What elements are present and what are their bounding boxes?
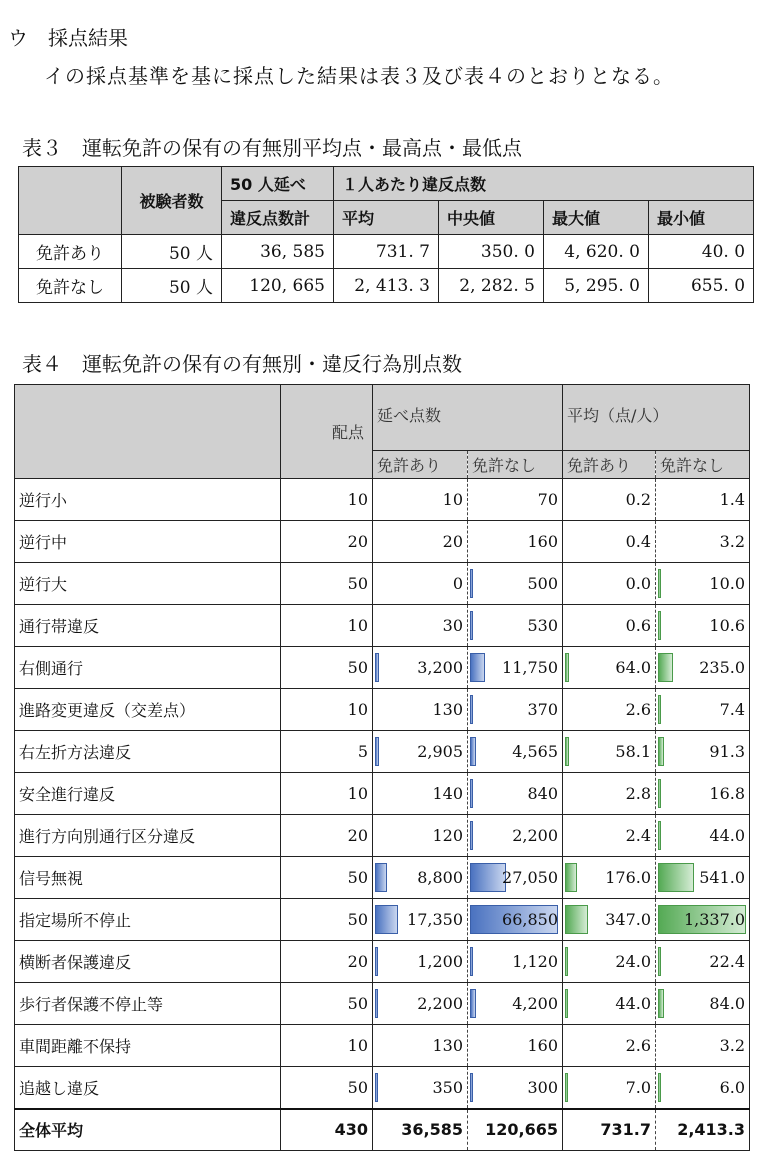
- cell-points: 50: [281, 857, 373, 899]
- cell-value: 2.4: [625, 826, 652, 845]
- cell-value: 176.0: [605, 868, 652, 887]
- table4-header-total-with: 免許あり: [373, 451, 468, 479]
- cell-value: 541.0: [699, 868, 746, 887]
- cell-total-with: [373, 689, 468, 731]
- data-bar: [565, 653, 569, 682]
- cell-value: 2,200: [417, 994, 463, 1013]
- cell-median: 350. 0: [439, 235, 544, 269]
- table3: [18, 166, 754, 303]
- cell-avg-with: [563, 1025, 656, 1067]
- table-row: [15, 899, 750, 941]
- cell-total-with: [373, 479, 468, 521]
- cell-value: 530: [527, 616, 559, 635]
- cell-avg-without: [656, 773, 750, 815]
- data-bar: [375, 905, 398, 934]
- cell-points: 20: [281, 941, 373, 983]
- data-bar: [658, 653, 673, 682]
- data-bar: [470, 863, 506, 892]
- cell-value: 350: [432, 1077, 463, 1097]
- cell-total-without: [468, 899, 563, 941]
- total-without: 120,665: [468, 1109, 563, 1151]
- cell-value: 130: [432, 1036, 463, 1055]
- cell-value: 2.8: [625, 784, 652, 803]
- cell-value: 64.0: [615, 658, 652, 677]
- cell-total-with: [373, 857, 468, 899]
- cell-avg-without: [656, 1025, 750, 1067]
- data-bar: [375, 947, 378, 976]
- cell-total-without: [468, 689, 563, 731]
- table-row: [15, 689, 750, 731]
- data-bar: [470, 611, 473, 640]
- total-points: 430: [281, 1109, 373, 1151]
- table4-caption: 表４ 運転免許の保有の有無別・違反行為別点数: [22, 352, 462, 376]
- row-label: 免許あり: [19, 235, 122, 269]
- cell-avg-without: [656, 689, 750, 731]
- data-bar: [470, 1073, 473, 1102]
- cell-total-with: [373, 647, 468, 689]
- cell-value: 1.4: [719, 490, 746, 509]
- table-row: [15, 1025, 750, 1067]
- cell-avg: 731. 7: [334, 235, 439, 269]
- cell-value: 7.4: [719, 700, 746, 719]
- row-label: 逆行小: [15, 479, 281, 521]
- row-label: 通行帯違反: [15, 605, 281, 647]
- row-label: 免許なし: [19, 269, 122, 303]
- cell-avg-with: [563, 479, 656, 521]
- cell-value: 2,200: [512, 826, 559, 845]
- data-bar: [658, 569, 661, 598]
- data-bar: [658, 947, 661, 976]
- cell-value: 4,565: [512, 742, 559, 761]
- cell-total-with: [373, 1067, 468, 1109]
- cell-subjects: 50 人: [122, 235, 222, 269]
- row-label: 進行方向別通行区分違反: [15, 815, 281, 857]
- cell-avg-without: [656, 479, 750, 521]
- data-bar: [375, 653, 379, 682]
- cell-avg-with: [563, 521, 656, 563]
- cell-value: 7.0: [625, 1077, 652, 1097]
- table3-header-median: 中央値: [439, 201, 544, 235]
- cell-value: 235.0: [699, 658, 746, 677]
- table-row: [19, 235, 754, 269]
- cell-value: 44.0: [709, 826, 746, 845]
- cell-avg-with: [563, 1067, 656, 1109]
- cell-value: 1,120: [512, 952, 559, 971]
- cell-value: 3.2: [719, 1036, 746, 1055]
- cell-value: 1,337.0: [683, 910, 746, 929]
- cell-points: 50: [281, 983, 373, 1025]
- table-row: [15, 983, 750, 1025]
- data-bar: [565, 1073, 568, 1102]
- cell-total-without: [468, 773, 563, 815]
- cell-total-with: [373, 1025, 468, 1067]
- cell-value: 370: [527, 700, 559, 719]
- cell-avg-without: [656, 563, 750, 605]
- data-bar: [658, 779, 661, 808]
- cell-total-without: [468, 983, 563, 1025]
- data-bar: [470, 821, 473, 850]
- cell-points: 10: [281, 605, 373, 647]
- cell-avg-without: [656, 647, 750, 689]
- data-bar: [565, 905, 588, 934]
- cell-total-without: [468, 815, 563, 857]
- cell-total-without: [468, 731, 563, 773]
- cell-value: 140: [432, 784, 463, 803]
- cell-value: 10: [442, 490, 463, 509]
- table3-caption: 表３ 運転免許の保有の有無別平均点・最高点・最低点: [22, 136, 522, 160]
- cell-value: 2.6: [625, 700, 652, 719]
- row-label: 逆行大: [15, 563, 281, 605]
- data-bar: [565, 863, 577, 892]
- cell-points: 50: [281, 899, 373, 941]
- cell-value: 500: [527, 574, 559, 593]
- cell-points: 50: [281, 563, 373, 605]
- data-bar: [658, 863, 694, 892]
- cell-points: 10: [281, 1025, 373, 1067]
- cell-value: 3,200: [417, 658, 463, 677]
- table4-header-total-without: 免許なし: [468, 451, 563, 479]
- table-row: [15, 941, 750, 983]
- cell-value: 70: [537, 490, 559, 509]
- cell-value: 16.8: [709, 784, 746, 803]
- table-row: [15, 1067, 750, 1109]
- data-bar: [658, 737, 664, 766]
- data-bar: [470, 695, 473, 724]
- table3-header-max: 最大値: [544, 201, 649, 235]
- table3-header-min: 最小値: [649, 201, 754, 235]
- cell-avg-with: [563, 815, 656, 857]
- cell-value: 120: [432, 826, 463, 845]
- cell-total-with: [373, 983, 468, 1025]
- cell-value: 6.0: [719, 1077, 746, 1097]
- cell-points: 5: [281, 731, 373, 773]
- table4-header-points: 配点: [281, 385, 373, 479]
- table-row: [15, 563, 750, 605]
- table-row: [15, 815, 750, 857]
- cell-total-without: [468, 1067, 563, 1109]
- cell-total-without: [468, 479, 563, 521]
- cell-max: 5, 295. 0: [544, 269, 649, 303]
- cell-total-without: [468, 941, 563, 983]
- row-label: 横断者保護違反: [15, 941, 281, 983]
- table4-corner: [15, 385, 281, 479]
- cell-value: 0.2: [625, 490, 652, 509]
- cell-avg-without: [656, 605, 750, 647]
- cell-total-with: [373, 605, 468, 647]
- total-label: 全体平均: [15, 1109, 281, 1151]
- cell-value: 347.0: [605, 910, 652, 929]
- cell-value: 0: [452, 574, 463, 593]
- data-bar: [470, 779, 473, 808]
- cell-points: 20: [281, 521, 373, 563]
- cell-value: 0.4: [625, 532, 652, 551]
- row-label: 指定場所不停止: [15, 899, 281, 941]
- row-label: 信号無視: [15, 857, 281, 899]
- cell-value: 66,850: [502, 910, 559, 929]
- data-bar: [470, 947, 473, 976]
- cell-avg-without: [656, 815, 750, 857]
- cell-total: 120, 665: [222, 269, 334, 303]
- table4-header-avg-with: 免許あり: [563, 451, 656, 479]
- cell-avg-with: [563, 983, 656, 1025]
- row-label: 安全進行違反: [15, 773, 281, 815]
- cell-avg-with: [563, 941, 656, 983]
- cell-total-without: [468, 647, 563, 689]
- cell-value: 44.0: [615, 994, 652, 1013]
- cell-value: 2,905: [417, 742, 463, 761]
- table4-total-row: [15, 1109, 750, 1151]
- cell-total-with: [373, 773, 468, 815]
- cell-points: 10: [281, 689, 373, 731]
- cell-points: 10: [281, 479, 373, 521]
- cell-value: 300: [527, 1077, 559, 1097]
- data-bar: [375, 737, 379, 766]
- cell-total-with: [373, 941, 468, 983]
- cell-avg: 2, 413. 3: [334, 269, 439, 303]
- table4-header-total: 延べ点数: [373, 385, 563, 451]
- cell-avg-without: [656, 899, 750, 941]
- cell-total-without: [468, 563, 563, 605]
- data-bar: [658, 1073, 661, 1102]
- cell-total: 36, 585: [222, 235, 334, 269]
- row-label: 右側通行: [15, 647, 281, 689]
- cell-value: 10.0: [709, 574, 746, 593]
- cell-value: 11,750: [502, 658, 559, 677]
- table-row: [15, 731, 750, 773]
- table-row: [15, 773, 750, 815]
- table3-header-per-person: １人あたり違反点数: [334, 167, 754, 201]
- data-bar: [658, 611, 661, 640]
- cell-value: 4,200: [512, 994, 559, 1013]
- cell-avg-without: [656, 983, 750, 1025]
- cell-total-without: [468, 605, 563, 647]
- cell-avg-without: [656, 857, 750, 899]
- total-with: 36,585: [373, 1109, 468, 1151]
- table3-header-total-1: 50 人延べ: [222, 167, 334, 201]
- section-heading: ウ 採点結果: [8, 26, 128, 50]
- data-bar: [470, 569, 473, 598]
- cell-avg-without: [656, 731, 750, 773]
- cell-value: 20: [442, 532, 463, 551]
- cell-avg-without: [656, 941, 750, 983]
- cell-value: 91.3: [709, 742, 746, 761]
- table3-corner: [19, 167, 122, 235]
- row-label: 歩行者保護不停止等: [15, 983, 281, 1025]
- cell-value: 30: [442, 616, 463, 635]
- row-label: 逆行中: [15, 521, 281, 563]
- cell-total-with: [373, 815, 468, 857]
- data-bar: [470, 989, 476, 1018]
- table-row: [15, 479, 750, 521]
- intro-text: イの採点基準を基に採点した結果は表３及び表４のとおりとなる。: [44, 64, 674, 88]
- cell-value: 8,800: [417, 868, 463, 887]
- cell-avg-with: [563, 731, 656, 773]
- cell-points: 20: [281, 815, 373, 857]
- cell-avg-without: [656, 521, 750, 563]
- table-row: [15, 605, 750, 647]
- cell-avg-with: [563, 773, 656, 815]
- cell-avg-with: [563, 563, 656, 605]
- row-label: 右左折方法違反: [15, 731, 281, 773]
- cell-value: 10.6: [709, 616, 746, 635]
- cell-value: 22.4: [709, 952, 746, 971]
- cell-value: 58.1: [615, 742, 652, 761]
- cell-value: 1,200: [417, 952, 463, 971]
- cell-points: 10: [281, 773, 373, 815]
- cell-value: 84.0: [709, 994, 746, 1013]
- cell-value: 840: [527, 784, 559, 803]
- data-bar: [470, 737, 476, 766]
- total-avg-with: 731.7: [563, 1109, 656, 1151]
- data-bar: [565, 989, 568, 1018]
- cell-total-without: [468, 1025, 563, 1067]
- cell-avg-with: [563, 899, 656, 941]
- table4-header-avg-without: 免許なし: [656, 451, 750, 479]
- cell-avg-with: [563, 605, 656, 647]
- row-label: 追越し違反: [15, 1067, 281, 1109]
- cell-total-with: [373, 899, 468, 941]
- total-avg-without: 2,413.3: [656, 1109, 750, 1151]
- cell-value: 130: [432, 700, 463, 719]
- table-row: [19, 269, 754, 303]
- table-row: [15, 521, 750, 563]
- data-bar: [565, 947, 568, 976]
- cell-value: 2.6: [625, 1036, 652, 1055]
- data-bar: [470, 653, 485, 682]
- row-label: 進路変更違反（交差点）: [15, 689, 281, 731]
- table4: [14, 384, 750, 1151]
- data-bar: [658, 821, 661, 850]
- cell-points: 50: [281, 647, 373, 689]
- cell-min: 655. 0: [649, 269, 754, 303]
- cell-total-with: [373, 731, 468, 773]
- cell-total-without: [468, 857, 563, 899]
- cell-value: 160: [527, 1036, 559, 1055]
- cell-value: 17,350: [407, 910, 463, 929]
- table-row: [15, 647, 750, 689]
- cell-points: 50: [281, 1067, 373, 1109]
- table3-header-avg: 平均: [334, 201, 439, 235]
- cell-max: 4, 620. 0: [544, 235, 649, 269]
- cell-avg-without: [656, 1067, 750, 1109]
- cell-subjects: 50 人: [122, 269, 222, 303]
- cell-avg-with: [563, 857, 656, 899]
- cell-min: 40. 0: [649, 235, 754, 269]
- cell-value: 160: [527, 532, 559, 551]
- table-row: [15, 857, 750, 899]
- cell-total-without: [468, 521, 563, 563]
- cell-total-with: [373, 521, 468, 563]
- cell-value: 24.0: [615, 952, 652, 971]
- data-bar: [375, 989, 378, 1018]
- cell-median: 2, 282. 5: [439, 269, 544, 303]
- table4-header-avg: 平均（点/人）: [563, 385, 750, 451]
- cell-value: 0.0: [625, 574, 652, 593]
- table3-header-total-2: 違反点数計: [222, 201, 334, 235]
- cell-total-with: [373, 563, 468, 605]
- data-bar: [565, 737, 569, 766]
- data-bar: [375, 1073, 378, 1102]
- data-bar: [658, 695, 661, 724]
- cell-avg-with: [563, 689, 656, 731]
- table3-header-subjects: 被験者数: [122, 167, 222, 235]
- cell-value: 27,050: [502, 868, 559, 887]
- row-label: 車間距離不保持: [15, 1025, 281, 1067]
- cell-value: 3.2: [719, 532, 746, 551]
- cell-value: 0.6: [625, 616, 652, 635]
- data-bar: [375, 863, 387, 892]
- cell-avg-with: [563, 647, 656, 689]
- data-bar: [658, 989, 664, 1018]
